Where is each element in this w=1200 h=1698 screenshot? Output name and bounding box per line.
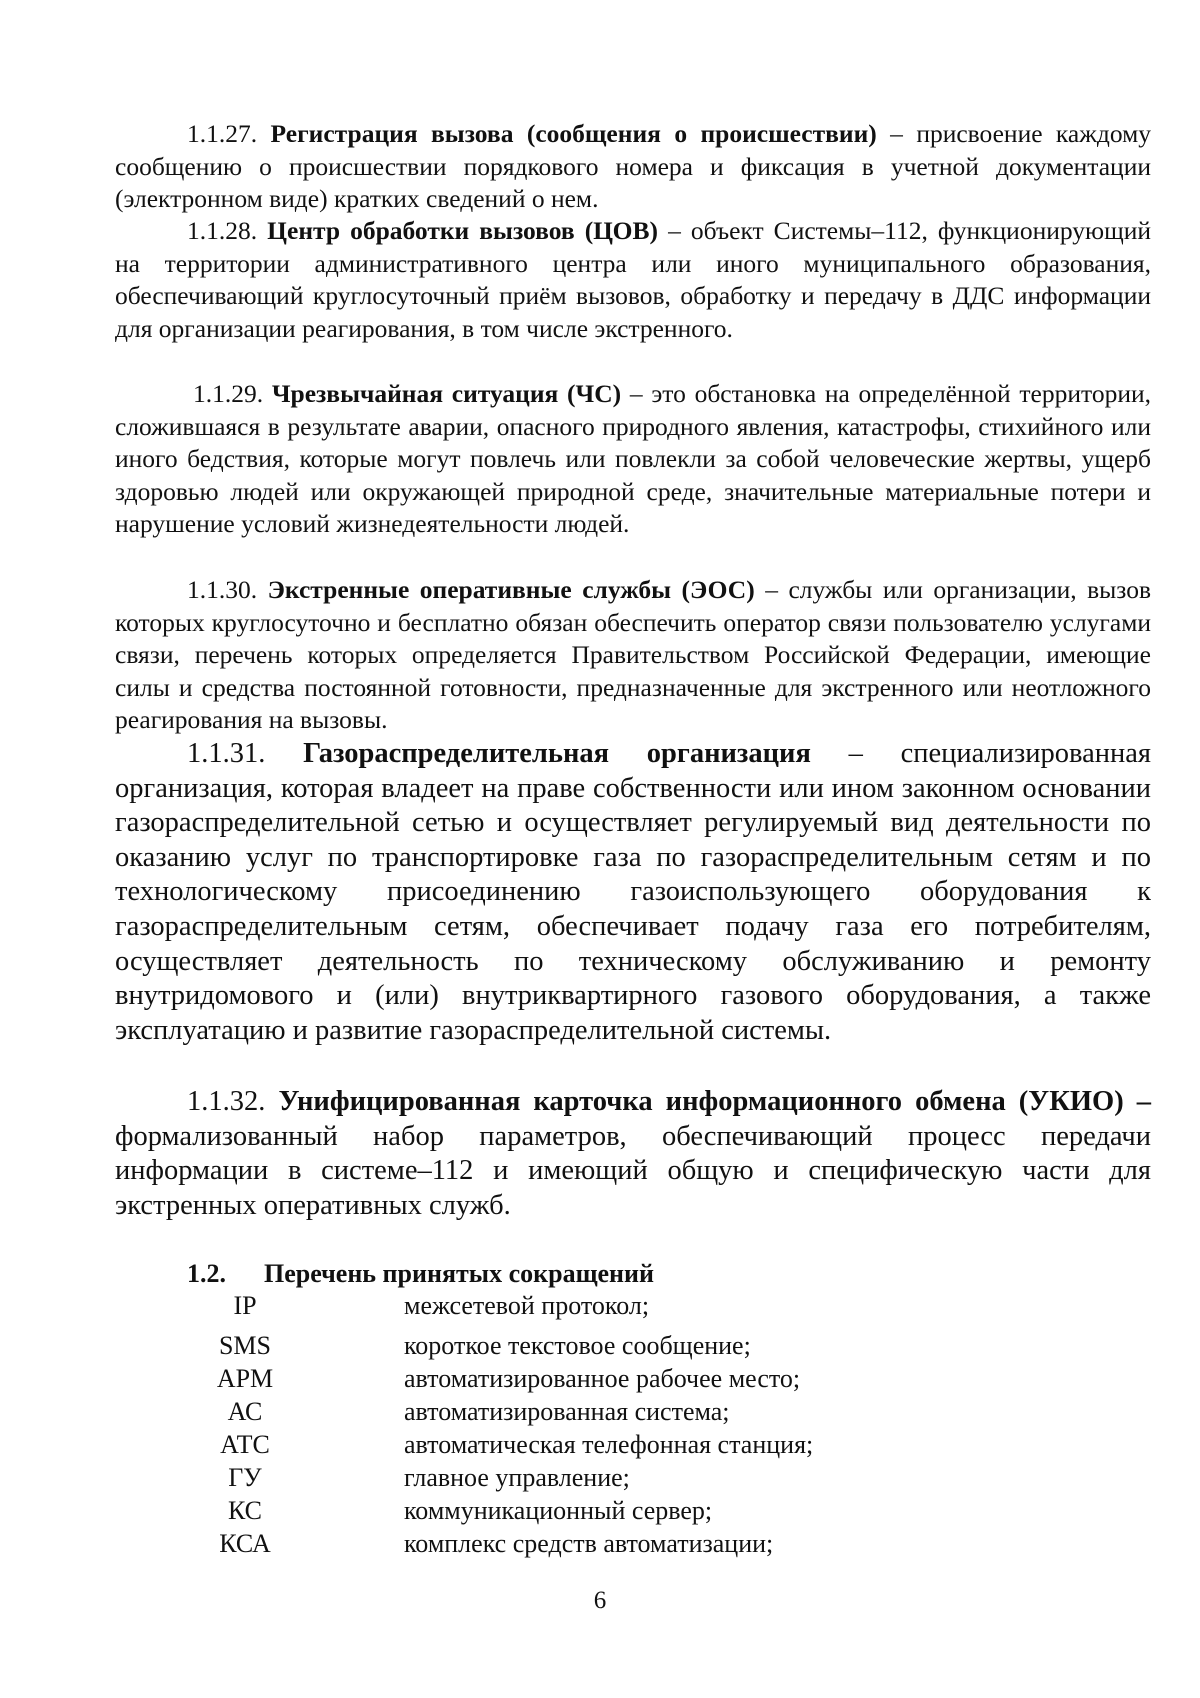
abbreviation-row [0, 1290, 1200, 1322]
section-title: Перечень принятых сокращений [264, 1259, 654, 1288]
abbreviation-code: IP [233, 1291, 257, 1320]
term: Чрезвычайная ситуация (ЧС) [271, 379, 622, 408]
abbreviation-description: автоматизированное рабочее место; [404, 1364, 801, 1393]
definition-1-1-32 [115, 1085, 1151, 1223]
definition-text: формализованный набор параметров, обеспечивающий процесс передачи информации в системе–112 и имеющий общую и специфическую части для экстренных оперативных служб. [115, 1120, 1151, 1221]
clause-number: 1.1.29. [193, 379, 264, 408]
clause-number: 1.1.30. [187, 575, 258, 604]
clause-number: 1.1.28. [187, 216, 258, 245]
abbreviation-description: автоматическая телефонная станция; [404, 1430, 814, 1459]
abbreviation-row [0, 1363, 1200, 1395]
definition-text: – специализированная организация, которая владеет на праве собственности или ином законном основании газораспределительной сетью и осуществляет регулируемый вид деятельности по оказанию услуг по транспортировке газа по газораспределительным сетям и по технологическому присоединению газоиспользующего оборудования к газораспределительным сетям, обеспечивает подачу газа его потребителям, осуществляет деятельность по техническому обслуживанию и ремонту внутридомового и (или) внутриквартирного газового оборудования, а также эксплуатацию и развитие газораспределительной системы. [115, 738, 1151, 1046]
abbreviation-row [0, 1330, 1200, 1362]
definition-1-1-31 [115, 737, 1151, 1048]
definition-1-1-29 [115, 378, 1151, 541]
clause-number: 1.1.32. [187, 1086, 266, 1117]
term: Центр обработки вызовов (ЦОВ) [267, 216, 659, 245]
definition-1-1-27 [115, 118, 1151, 216]
term: Газораспределительная организация [303, 738, 811, 769]
abbreviation-row [0, 1495, 1200, 1527]
definition-1-1-30 [115, 574, 1151, 737]
abbreviation-description: главное управление; [404, 1463, 630, 1492]
abbreviation-code: ГУ [228, 1463, 262, 1492]
abbreviation-code: АРМ [216, 1364, 274, 1393]
definition-text: – службы или организации, вызов которых круглосуточно и бесплатно обязан обеспечить оператор связи пользователю услугами связи, перечень которых определяется Правительством Российской Федерации, имеющие силы и средства постоянной готовности, предназначенные для экстренного или неотложного реагирования на вызовы. [115, 575, 1152, 734]
clause-number: 1.1.27. [187, 119, 258, 148]
term: Регистрация вызова (сообщения о происшествии) [270, 119, 877, 148]
page-number: 6 [593, 1587, 607, 1614]
abbreviation-code: АС [227, 1397, 263, 1426]
definition-1-1-28 [115, 215, 1151, 345]
abbreviation-description: коммуникационный сервер; [404, 1496, 713, 1525]
abbreviation-code: КС [227, 1496, 263, 1525]
abbreviation-row [0, 1429, 1200, 1461]
abbreviation-code: КСА [219, 1529, 271, 1558]
clause-number: 1.1.31. [187, 738, 266, 769]
definition-text: – это обстановка на определённой территории, сложившаяся в результате аварии, опасного природного явления, катастрофы, стихийного или иного бедствия, которые могут повлечь или повлекли за собой человеческие жертвы, ущерб здоровью людей или окружающей природной среде, значительные материальные потери и нарушение условий жизнедеятельности людей. [115, 379, 1151, 538]
term: Унифицированная карточка информационного обмена (УКИО) – [278, 1086, 1151, 1117]
abbreviation-row [0, 1396, 1200, 1428]
abbreviation-code: АТС [220, 1430, 270, 1459]
term: Экстренные оперативные службы (ЭОС) [267, 575, 755, 604]
section-number: 1.2. [187, 1259, 226, 1288]
abbreviation-row [0, 1462, 1200, 1494]
abbreviation-description: автоматизированная система; [404, 1397, 730, 1426]
abbreviation-description: комплекс средств автоматизации; [404, 1529, 774, 1558]
definition-text: – объект Системы–112, функционирующий на территории административного центра или иного муниципального образования, обеспечивающий круглосуточный приём вызовов, обработку и передачу в ДДС информации для организации реагирования, в том числе экстренного. [115, 216, 1152, 343]
abbreviation-description: межсетевой протокол; [404, 1291, 650, 1320]
abbreviation-row [0, 1528, 1200, 1560]
abbreviation-code: SMS [218, 1331, 272, 1360]
definition-text: – присвоение каждому сообщению о происшествии порядкового номера и фиксация в учетной документации (электронном виде) кратких сведений о нем. [115, 119, 1151, 213]
abbreviation-description: короткое текстовое сообщение; [404, 1331, 751, 1360]
abbreviations-heading [187, 1258, 654, 1290]
